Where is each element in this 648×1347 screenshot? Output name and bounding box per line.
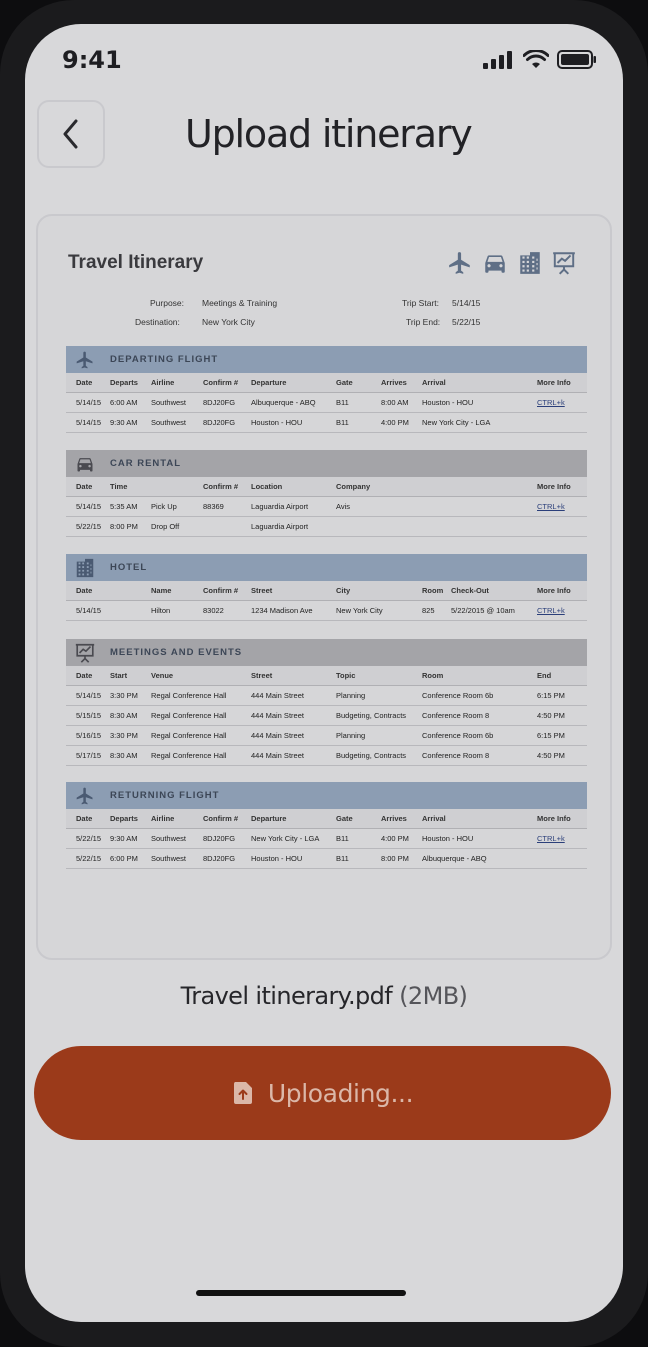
departing-flight-section <box>66 346 587 433</box>
cell: 5/22/15 <box>76 834 102 843</box>
section-title: DEPARTING FLIGHT <box>110 354 219 365</box>
column-header: Venue <box>151 671 174 680</box>
cell: Houston - HOU <box>422 398 474 407</box>
back-button[interactable] <box>37 100 105 168</box>
column-header: Time <box>110 482 128 491</box>
cell: Conference Room 6b <box>422 731 494 740</box>
purpose-label: Purpose: <box>150 298 185 308</box>
status-bar <box>25 24 623 88</box>
cell: Albuquerque - ABQ <box>251 398 316 407</box>
cell: 4:50 PM <box>537 751 565 760</box>
cell: Conference Room 8 <box>422 751 490 760</box>
cell: 444 Main Street <box>251 691 304 700</box>
cell: 8:00 PM <box>381 854 409 863</box>
cell: 9:30 AM <box>110 418 138 427</box>
hotel-header <box>66 554 587 581</box>
section-title: HOTEL <box>110 562 148 573</box>
building-icon <box>74 557 96 579</box>
cell: 6:00 AM <box>110 398 138 407</box>
cell: Southwest <box>151 854 187 863</box>
column-header: Topic <box>336 671 356 680</box>
column-header: Check-Out <box>451 586 489 595</box>
column-header: Room <box>422 671 444 680</box>
table-header-row <box>66 666 587 686</box>
table-row <box>66 393 587 413</box>
column-header: Street <box>251 671 273 680</box>
cell: Regal Conference Hall <box>151 751 227 760</box>
column-header: More Info <box>537 814 571 823</box>
column-header: Arrival <box>422 814 446 823</box>
plane-icon <box>446 250 474 276</box>
cell: 83022 <box>203 606 224 615</box>
trip-end-label: Trip End: <box>406 317 441 327</box>
table-row <box>66 849 587 869</box>
cell: Budgeting, Contracts <box>336 751 407 760</box>
cell: 5/14/15 <box>76 418 102 427</box>
cell: Regal Conference Hall <box>151 691 227 700</box>
column-header: Start <box>110 671 128 680</box>
column-header: Confirm # <box>203 814 239 823</box>
column-header: Room <box>422 586 444 595</box>
status-time: 9:41 <box>62 46 122 74</box>
battery-icon <box>557 50 597 69</box>
cell: Planning <box>336 691 366 700</box>
column-header: City <box>336 586 351 595</box>
cell: 5/15/15 <box>76 711 102 720</box>
column-header: Departs <box>110 814 138 823</box>
cell: Southwest <box>151 398 187 407</box>
cell: 5/14/15 <box>76 502 102 511</box>
cell: New York City - LGA <box>251 834 320 843</box>
trip-end-value: 5/22/15 <box>452 317 481 327</box>
column-header: Airline <box>151 378 175 387</box>
cell: 3:30 PM <box>110 731 138 740</box>
car-rental-section <box>66 450 587 537</box>
table-row <box>66 517 587 537</box>
cell: 444 Main Street <box>251 751 304 760</box>
cell: Laguardia Airport <box>251 522 309 531</box>
column-header: Date <box>76 378 93 387</box>
table-row <box>66 686 587 706</box>
table-header-row <box>66 477 587 497</box>
returning-flight-header <box>66 782 587 809</box>
file-size: (2MB) <box>399 982 468 1010</box>
table-header-row <box>66 373 587 393</box>
header <box>25 98 623 174</box>
cell: 8DJ20FG <box>203 854 236 863</box>
destination-value: New York City <box>202 317 255 327</box>
cell: 8:00 AM <box>381 398 409 407</box>
cell: 8:30 AM <box>110 711 138 720</box>
page-title: Upload itinerary <box>185 112 472 156</box>
upload-button[interactable] <box>34 1046 611 1140</box>
cell: Pick Up <box>151 502 177 511</box>
column-header: Gate <box>336 814 353 823</box>
cell: 8DJ20FG <box>203 398 236 407</box>
column-header: Name <box>151 586 172 595</box>
cell: Houston - HOU <box>422 834 474 843</box>
cell: 9:30 AM <box>110 834 138 843</box>
purpose-value: Meetings & Training <box>202 298 278 308</box>
section-title: MEETINGS AND EVENTS <box>110 647 243 658</box>
cell: Albuquerque - ABQ <box>422 854 487 863</box>
section-title: RETURNING FLIGHT <box>110 790 220 801</box>
cell: B11 <box>336 834 349 843</box>
returning-flight-section <box>66 782 587 869</box>
plane-icon <box>74 350 96 370</box>
cell: 8DJ20FG <box>203 418 236 427</box>
document-header-icons <box>446 250 578 276</box>
cell: B11 <box>336 418 349 427</box>
hotel-section <box>66 554 587 621</box>
cell: 4:50 PM <box>537 711 565 720</box>
car-rental-header <box>66 450 587 477</box>
column-header: Departs <box>110 378 138 387</box>
column-header: Date <box>76 814 93 823</box>
destination-label: Destination: <box>135 317 180 327</box>
cell: Regal Conference Hall <box>151 731 227 740</box>
home-indicator <box>196 1290 406 1296</box>
cell: 8:30 AM <box>110 751 138 760</box>
signal-icon <box>483 51 515 69</box>
column-header: End <box>537 671 552 680</box>
cell: Conference Room 8 <box>422 711 490 720</box>
column-header: Confirm # <box>203 586 239 595</box>
cell: B11 <box>336 854 349 863</box>
cell: 5/22/2015 @ 10am <box>451 606 515 615</box>
cell: 88369 <box>203 502 224 511</box>
table-row <box>66 746 587 766</box>
table-header-row <box>66 809 587 829</box>
section-title: CAR RENTAL <box>110 458 182 469</box>
table-row <box>66 601 587 621</box>
car-icon <box>74 454 96 474</box>
column-header: Arrival <box>422 378 446 387</box>
cell: 5/17/15 <box>76 751 102 760</box>
upload-button-label: Uploading... <box>267 1078 414 1108</box>
table-row <box>66 497 587 517</box>
table-row <box>66 829 587 849</box>
cell: Budgeting, Contracts <box>336 711 407 720</box>
building-icon <box>516 250 544 276</box>
cell: 444 Main Street <box>251 711 304 720</box>
cell: 4:00 PM <box>381 834 409 843</box>
table-row <box>66 726 587 746</box>
meetings-header <box>66 639 587 666</box>
cell: Conference Room 6b <box>422 691 494 700</box>
trip-start-label: Trip Start: <box>402 298 439 308</box>
cell: 5/14/15 <box>76 398 102 407</box>
status-icons <box>483 50 597 69</box>
column-header: More Info <box>537 586 571 595</box>
column-header: Street <box>251 586 273 595</box>
cell: 6:00 PM <box>110 854 138 863</box>
cell: 8:00 PM <box>110 522 138 531</box>
table-header-row <box>66 581 587 601</box>
column-header: Gate <box>336 378 353 387</box>
table-row <box>66 413 587 433</box>
screen <box>25 24 623 1322</box>
column-header: Arrives <box>381 814 407 823</box>
cell: Southwest <box>151 834 187 843</box>
cell: 6:15 PM <box>537 731 565 740</box>
cell: 3:30 PM <box>110 691 138 700</box>
upload-file-icon <box>232 1081 254 1105</box>
cell: Houston - HOU <box>251 418 303 427</box>
column-header: Confirm # <box>203 482 239 491</box>
cell: 444 Main Street <box>251 731 304 740</box>
table-row <box>66 706 587 726</box>
column-header: Departure <box>251 814 287 823</box>
plane-icon <box>74 786 96 806</box>
more-info-link[interactable]: CTRL+k <box>537 606 565 615</box>
file-name <box>25 982 623 1010</box>
wifi-icon <box>523 50 549 69</box>
cell: Laguardia Airport <box>251 502 309 511</box>
trip-start-value: 5/14/15 <box>452 298 481 308</box>
cell: 6:15 PM <box>537 691 565 700</box>
cell: Houston - HOU <box>251 854 303 863</box>
cell: 5/14/15 <box>76 691 102 700</box>
cell: 825 <box>422 606 435 615</box>
more-info-link[interactable]: CTRL+k <box>537 502 565 511</box>
cell: 5:35 AM <box>110 502 138 511</box>
cell: Hilton <box>151 606 171 615</box>
column-header: Confirm # <box>203 378 239 387</box>
cell: Planning <box>336 731 366 740</box>
cell: B11 <box>336 398 349 407</box>
more-info-link[interactable]: CTRL+k <box>537 398 565 407</box>
document-title: Travel Itinerary <box>68 252 204 273</box>
column-header: Location <box>251 482 283 491</box>
cell: 5/22/15 <box>76 522 102 531</box>
meetings-section <box>66 639 587 766</box>
column-header: More Info <box>537 378 571 387</box>
cell: 1234 Madison Ave <box>251 606 313 615</box>
cell: Southwest <box>151 418 187 427</box>
car-icon <box>480 250 510 276</box>
column-header: More Info <box>537 482 571 491</box>
cell: 8DJ20FG <box>203 834 236 843</box>
document-preview <box>36 214 612 960</box>
column-header: Arrives <box>381 378 407 387</box>
cell: Regal Conference Hall <box>151 711 227 720</box>
presentation-icon <box>550 250 578 276</box>
back-chevron-icon <box>61 118 81 150</box>
column-header: Date <box>76 671 93 680</box>
cell: Drop Off <box>151 522 180 531</box>
column-header: Airline <box>151 814 175 823</box>
column-header: Departure <box>251 378 287 387</box>
column-header: Date <box>76 586 93 595</box>
column-header: Company <box>336 482 371 491</box>
cell: Avis <box>336 502 351 511</box>
cell: New York City - LGA <box>422 418 491 427</box>
column-header: Date <box>76 482 93 491</box>
cell: 5/14/15 <box>76 606 102 615</box>
cell: New York City <box>336 606 383 615</box>
presentation-icon <box>74 642 96 664</box>
cell: 5/22/15 <box>76 854 102 863</box>
cell: 5/16/15 <box>76 731 102 740</box>
departing-flight-header <box>66 346 587 373</box>
more-info-link[interactable]: CTRL+k <box>537 834 565 843</box>
file-name-text: Travel itinerary.pdf <box>180 982 393 1010</box>
cell: 4:00 PM <box>381 418 409 427</box>
